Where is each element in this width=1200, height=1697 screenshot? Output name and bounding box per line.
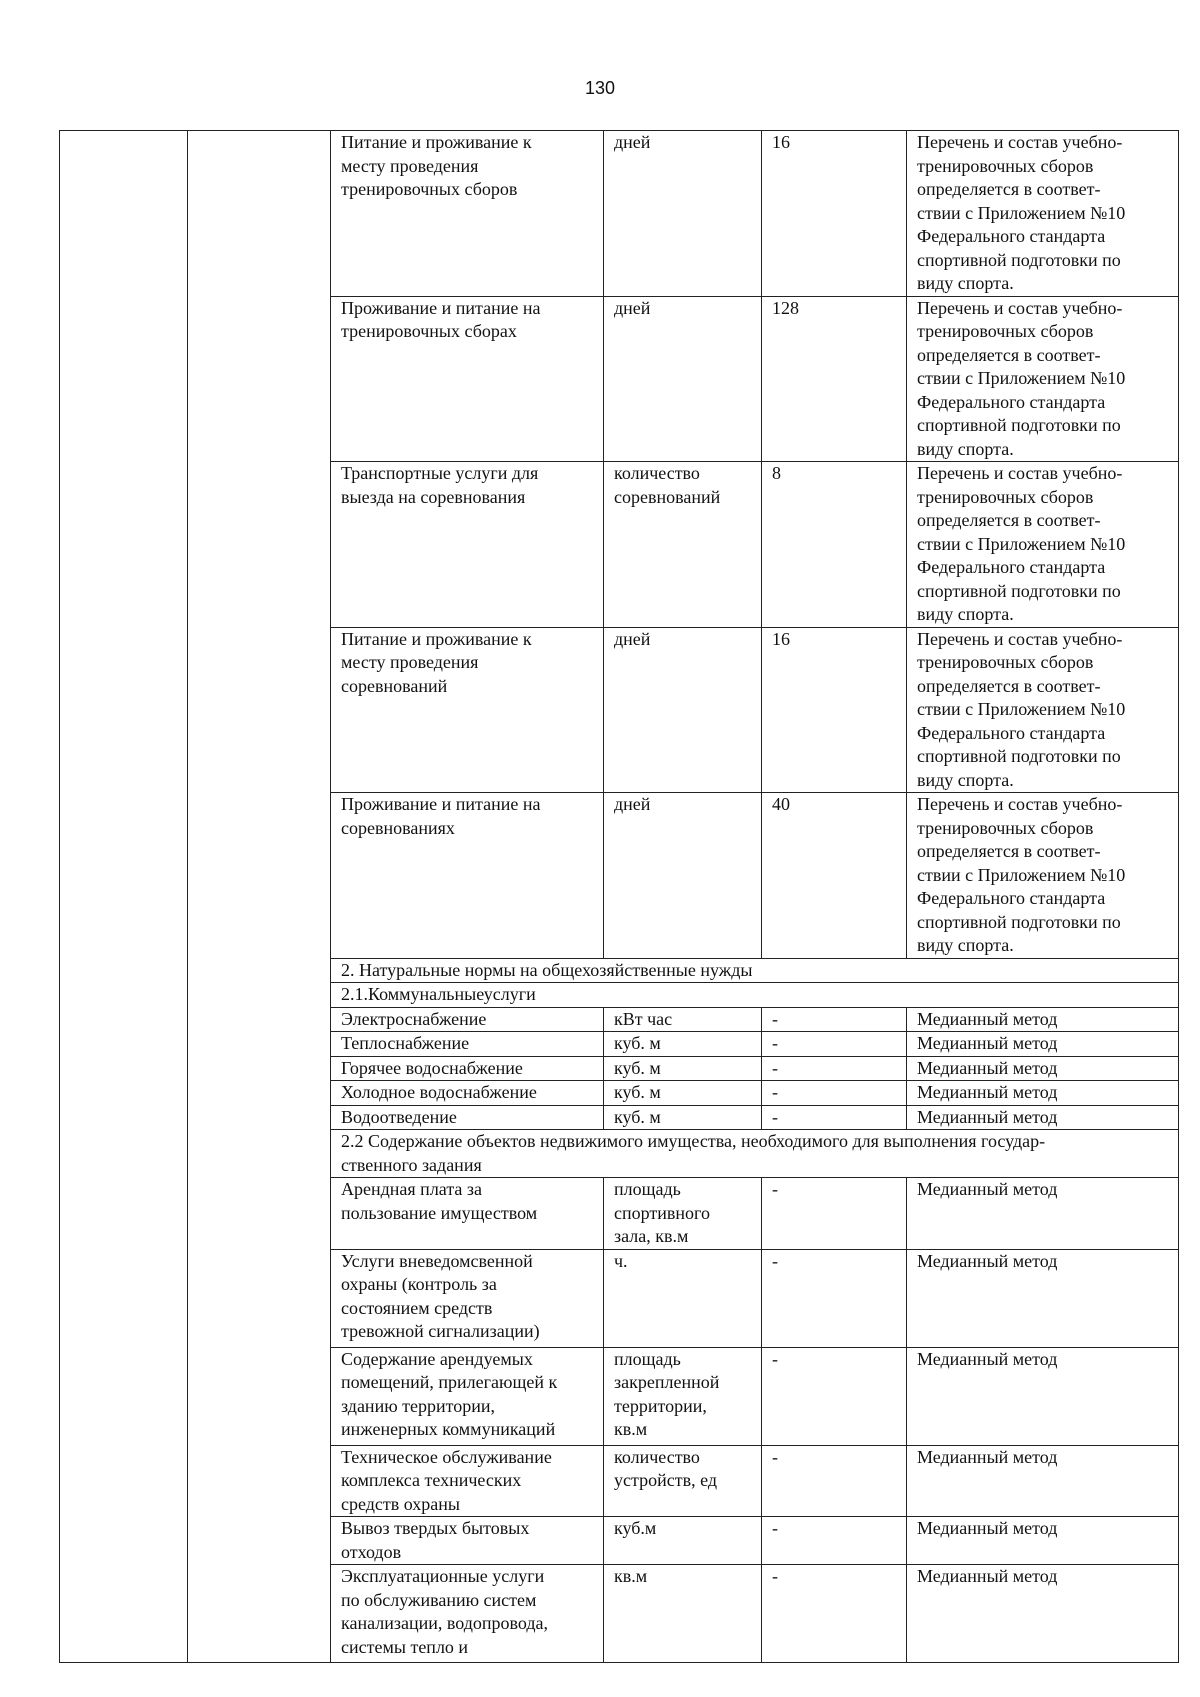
item-method: Перечень и состав учебно- тренировочных сборов определяется в соответ- ствии с Приложением №10 Федерального стандарта спортивной подготовки по виду спорта. xyxy=(907,296,1179,462)
item-value: 128 xyxy=(762,296,907,462)
item-method: Медианный метод xyxy=(907,1056,1179,1081)
item-value: 16 xyxy=(762,131,907,297)
item-unit: кв.м xyxy=(604,1565,762,1663)
item-unit: куб. м xyxy=(604,1081,762,1106)
item-method: Медианный метод xyxy=(907,1565,1179,1663)
item-method: Медианный метод xyxy=(907,1517,1179,1565)
item-value: - xyxy=(762,1347,907,1445)
blank-column-1 xyxy=(60,131,188,1663)
item-name: Содержание арендуемых помещений, прилегающей к зданию территории, инженерных коммуникаций xyxy=(331,1347,604,1445)
item-unit: ч. xyxy=(604,1249,762,1347)
section-title: 2.2 Содержание объектов недвижимого имущества, необходимого для выполнения государ- ственного задания xyxy=(331,1130,1179,1178)
item-value: - xyxy=(762,1517,907,1565)
item-unit: дней xyxy=(604,627,762,793)
item-unit: кВт час xyxy=(604,1007,762,1032)
norms-table-body xyxy=(60,131,1179,1663)
item-value: 40 xyxy=(762,793,907,959)
item-method: Медианный метод xyxy=(907,1249,1179,1347)
item-method: Перечень и состав учебно- тренировочных сборов определяется в соответ- ствии с Приложением №10 Федерального стандарта спортивной подготовки по виду спорта. xyxy=(907,462,1179,628)
item-method: Медианный метод xyxy=(907,1007,1179,1032)
item-method: Медианный метод xyxy=(907,1105,1179,1130)
item-method: Перечень и состав учебно- тренировочных сборов определяется в соответ- ствии с Приложением №10 Федерального стандарта спортивной подготовки по виду спорта. xyxy=(907,627,1179,793)
item-unit: площадь закрепленной территории, кв.м xyxy=(604,1347,762,1445)
item-name: Холодное водоснабжение xyxy=(331,1081,604,1106)
item-name: Питание и проживание к месту проведения соревнований xyxy=(331,627,604,793)
blank-column-2 xyxy=(188,131,331,1663)
item-name: Услуги вневедомсвенной охраны (контроль за состоянием средств тревожной сигнализации) xyxy=(331,1249,604,1347)
item-method: Медианный метод xyxy=(907,1178,1179,1250)
item-method: Перечень и состав учебно- тренировочных сборов определяется в соответ- ствии с Приложением №10 Федерального стандарта спортивной подготовки по виду спорта. xyxy=(907,793,1179,959)
norms-table xyxy=(59,130,1179,1663)
item-value: - xyxy=(762,1032,907,1057)
item-name: Проживание и питание на тренировочных сборах xyxy=(331,296,604,462)
section-title: 2.1.Коммунальныеуслуги xyxy=(331,983,1179,1008)
item-unit: дней xyxy=(604,131,762,297)
item-value: - xyxy=(762,1056,907,1081)
item-value: - xyxy=(762,1081,907,1106)
item-unit: куб.м xyxy=(604,1517,762,1565)
item-value: - xyxy=(762,1178,907,1250)
item-name: Проживание и питание на соревнованиях xyxy=(331,793,604,959)
item-value: - xyxy=(762,1565,907,1663)
item-value: 16 xyxy=(762,627,907,793)
item-method: Перечень и состав учебно- тренировочных сборов определяется в соответ- ствии с Приложением №10 Федерального стандарта спортивной подготовки по виду спорта. xyxy=(907,131,1179,297)
item-name: Теплоснабжение xyxy=(331,1032,604,1057)
item-value: 8 xyxy=(762,462,907,628)
item-unit: дней xyxy=(604,296,762,462)
item-value: - xyxy=(762,1007,907,1032)
item-name: Электроснабжение xyxy=(331,1007,604,1032)
item-unit: количество соревнований xyxy=(604,462,762,628)
item-unit: дней xyxy=(604,793,762,959)
item-method: Медианный метод xyxy=(907,1081,1179,1106)
item-value: - xyxy=(762,1105,907,1130)
item-unit: площадь спортивного зала, кв.м xyxy=(604,1178,762,1250)
item-method: Медианный метод xyxy=(907,1445,1179,1517)
item-method: Медианный метод xyxy=(907,1347,1179,1445)
item-name: Арендная плата за пользование имуществом xyxy=(331,1178,604,1250)
item-unit: куб. м xyxy=(604,1032,762,1057)
item-name: Вывоз твердых бытовых отходов xyxy=(331,1517,604,1565)
item-name: Питание и проживание к месту проведения тренировочных сборов xyxy=(331,131,604,297)
item-name: Водоотведение xyxy=(331,1105,604,1130)
item-method: Медианный метод xyxy=(907,1032,1179,1057)
item-unit: количество устройств, ед xyxy=(604,1445,762,1517)
section-title: 2. Натуральные нормы на общехозяйственные нужды xyxy=(331,958,1179,983)
item-name: Транспортные услуги для выезда на соревнования xyxy=(331,462,604,628)
item-unit: куб. м xyxy=(604,1056,762,1081)
item-name: Эксплуатационные услуги по обслуживанию систем канализации, водопровода, системы тепло и xyxy=(331,1565,604,1663)
item-name: Техническое обслуживание комплекса технических средств охраны xyxy=(331,1445,604,1517)
table-row xyxy=(60,131,1179,297)
item-value: - xyxy=(762,1249,907,1347)
page-number: 130 xyxy=(584,78,616,98)
item-unit: куб. м xyxy=(604,1105,762,1130)
item-value: - xyxy=(762,1445,907,1517)
item-name: Горячее водоснабжение xyxy=(331,1056,604,1081)
